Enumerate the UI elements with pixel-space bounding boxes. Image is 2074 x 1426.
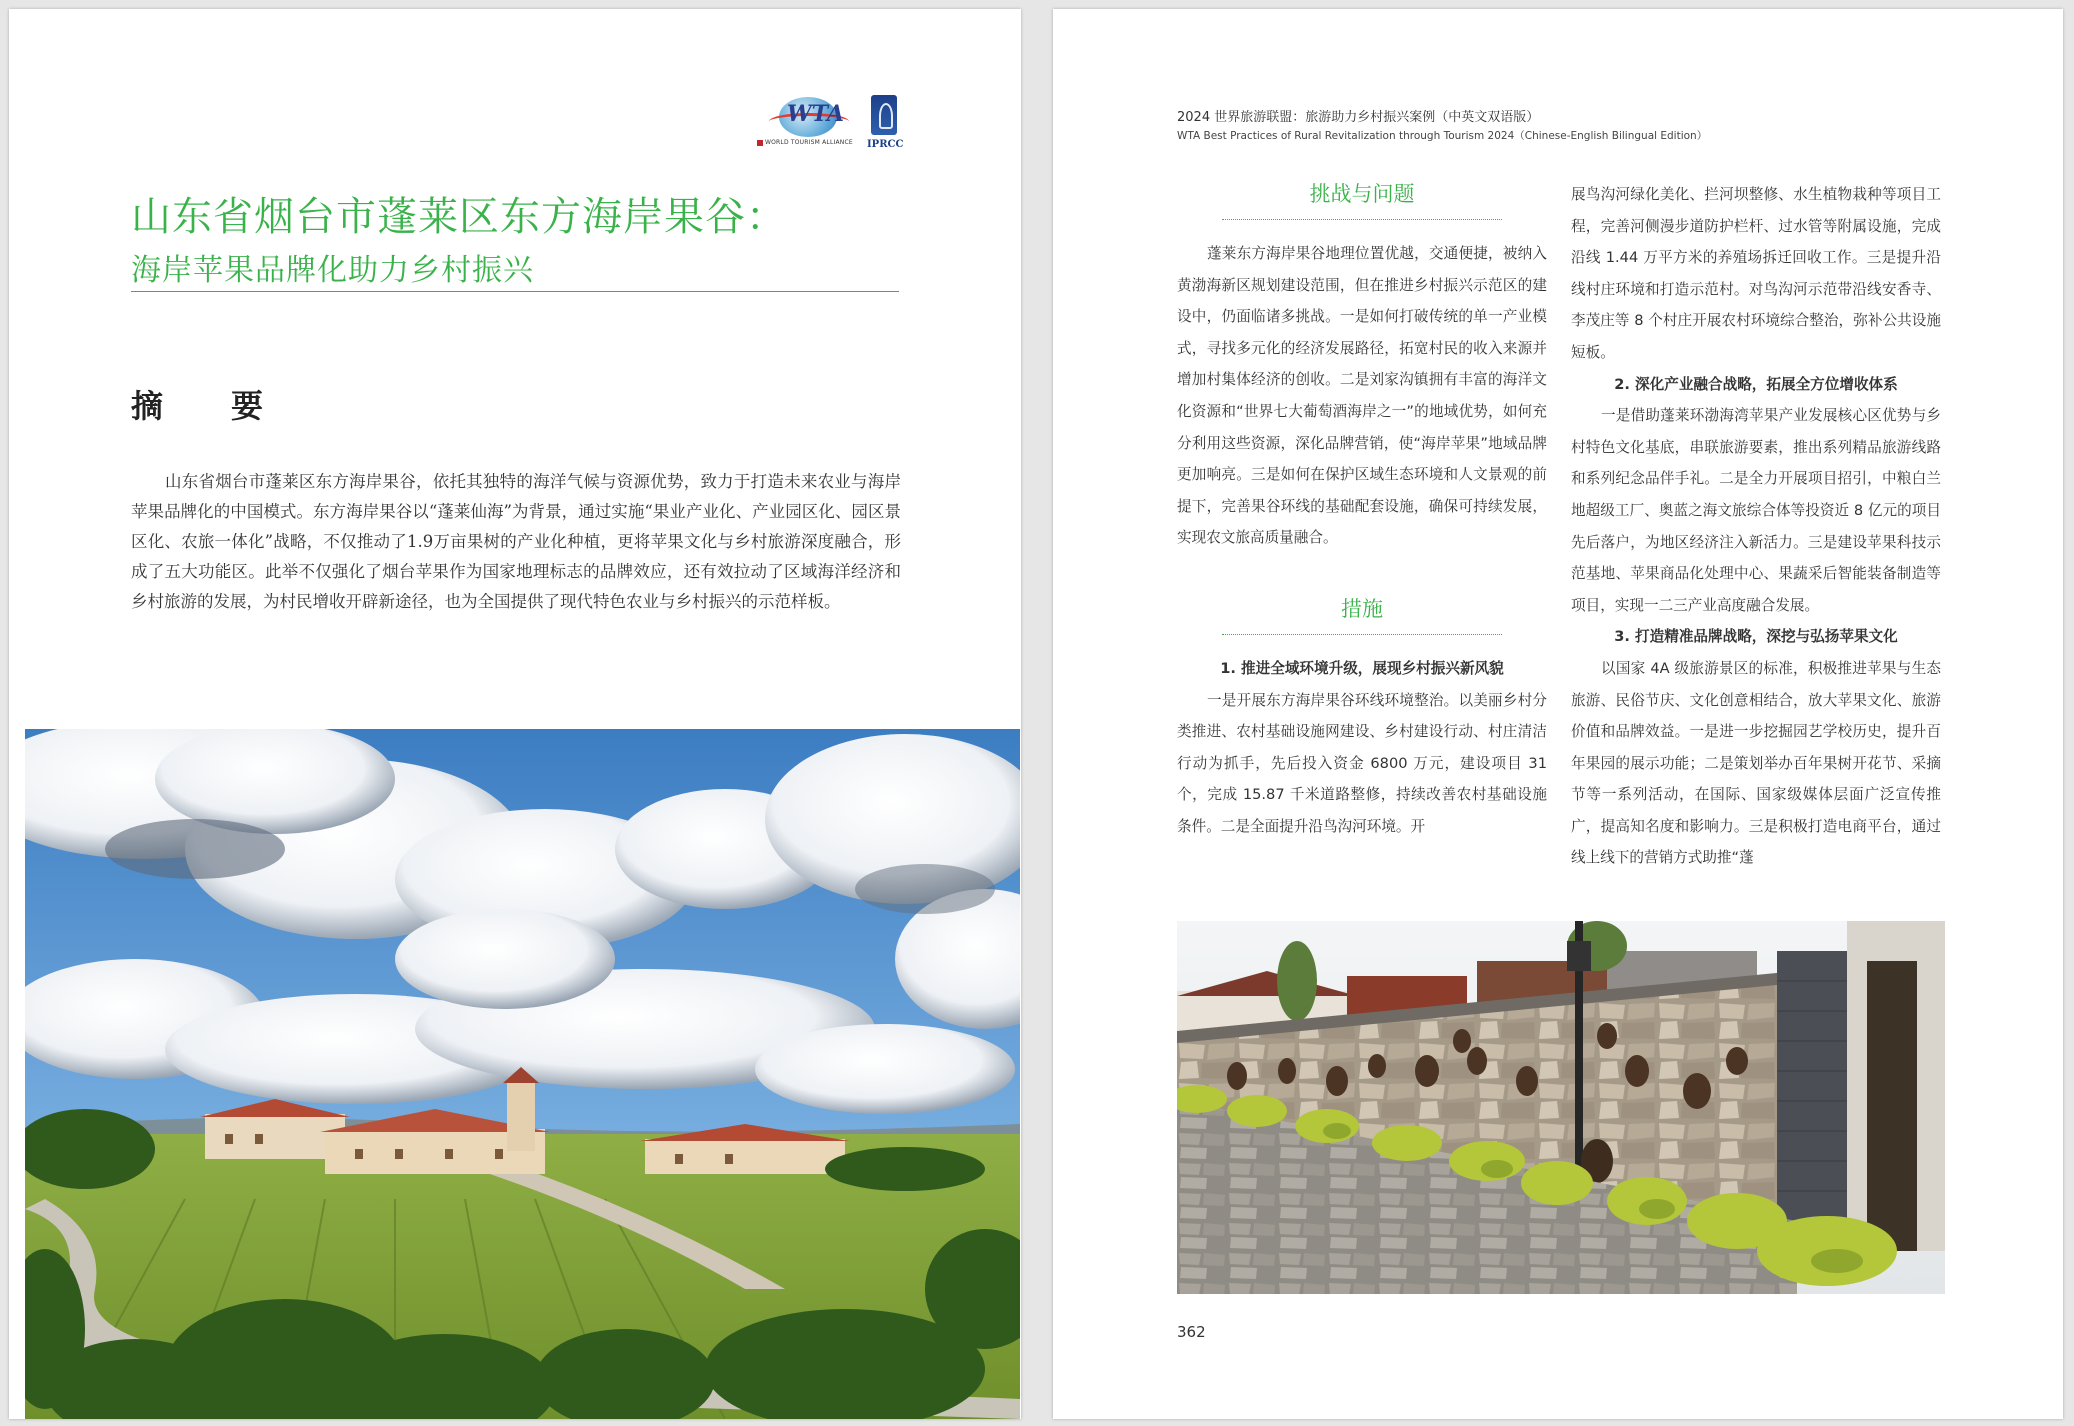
measure-2-body: 一是借助蓬莱环渤海湾苹果产业发展核心区优势与乡村特色文化基底，串联旅游要素，推出系列精品旅游线路和系列纪念品伴手礼。二是全力开展项目招引，中粮白兰地超级工厂、奥蓝之海文旅综合体等投资近 8 亿元的项目先后落户，为地区经济注入新活力。三是建设苹果科技示范基地、苹果商品化处理中心、果蔬采后智能装备制造等项目，实现一二三产业高度融合发展。 bbox=[1571, 407, 1941, 614]
wta-seal-icon bbox=[757, 140, 763, 146]
article-title: 山东省烟台市蓬莱区东方海岸果谷： bbox=[131, 194, 787, 240]
measure-1-heading: 1. 推进全域环境升级，展现乡村振兴新风貌 bbox=[1220, 659, 1504, 677]
text-column-right bbox=[1571, 179, 1941, 874]
running-head-english: WTA Best Practices of Rural Revitalization through Tourism 2024（Chinese-English Bilingual Edition） bbox=[1177, 130, 1708, 142]
abstract-heading: 摘 要 bbox=[131, 387, 282, 425]
page-number: 362 bbox=[1177, 1323, 1206, 1341]
title-divider bbox=[131, 291, 899, 292]
section-heading-measures: 措施 bbox=[1222, 594, 1502, 635]
abstract-body: 山东省烟台市蓬莱区东方海岸果谷，依托其独特的海洋气候与资源优势，致力于打造未来农业与海岸苹果品牌化的中国模式。东方海岸果谷以“蓬莱仙海”为背景，通过实施“果业产业化、产业园区化、园区景区化、农旅一体化”战略，不仅推动了1.9万亩果树的产业化种植，更将苹果文化与乡村旅游深度融合，形成了五大功能区。此举不仅强化了烟台苹果作为国家地理标志的品牌效应，还有效拉动了区域海洋经济和乡村旅游的发展，为村民增收开辟新途径，也为全国提供了现代特色农业与乡村振兴的示范样板。 bbox=[131, 472, 901, 611]
iprcc-logo bbox=[867, 95, 904, 151]
text-column-left bbox=[1177, 179, 1547, 843]
right-page bbox=[1053, 9, 2063, 1419]
wta-logo bbox=[757, 95, 857, 151]
iprcc-emblem-icon bbox=[871, 95, 897, 135]
iprcc-logo-text: IPRCC bbox=[867, 139, 904, 150]
stone-wall-photo bbox=[1177, 921, 1945, 1294]
winery-aerial-photo bbox=[25, 729, 1020, 1419]
wta-logo-subtitle: WORLD TOURISM ALLIANCE bbox=[757, 139, 857, 146]
section-heading-challenges: 挑战与问题 bbox=[1222, 179, 1502, 220]
challenges-body: 蓬莱东方海岸果谷地理位置优越，交通便捷，被纳入黄渤海新区规划建设范围，但在推进乡村振兴示范区的建设中，仍面临诸多挑战。一是如何打破传统的单一产业模式，寻找多元化的经济发展路径，拓宽村民的收入来源并增加村集体经济的创收。二是刘家沟镇拥有丰富的海洋文化资源和“世界七大葡萄酒海岸之一”的地域优势，如何充分利用这些资源，深化品牌营销，使“海岸苹果”地域品牌更加响亮。三是如何在保护区域生态环境和人文景观的前提下，完善果谷环线的基础配套设施，确保可持续发展，实现农文旅高质量融合。 bbox=[1177, 245, 1547, 547]
measure-3-heading: 3. 打造精准品牌战略，深挖与弘扬苹果文化 bbox=[1614, 628, 1898, 646]
wta-logo-text: WTA bbox=[787, 101, 844, 127]
measure-1-body: 一是开展东方海岸果谷环线环境整治。以美丽乡村分类推进、农村基础设施网建设、乡村建设行动、村庄清洁行动为抓手，先后投入资金 6800 万元，建设项目 31 个，完成 15.87 千米道路整修，持续改善农村基础设施条件。二是全面提升沿鸟沟河环境。开 bbox=[1177, 691, 1547, 835]
measure-3-body: 以国家 4A 级旅游景区的标准，积极推进苹果与生态旅游、民俗节庆、文化创意相结合，放大苹果文化、旅游价值和品牌效益。一是进一步挖掘园艺学校历史，提升百年果园的展示功能；二是策划举办百年果树开花节、采摘节等一系列活动，在国际、国家级媒体层面广泛宣传推广，提高知名度和影响力。三是积极打造电商平台，通过线上线下的营销方式助推“蓬 bbox=[1571, 659, 1941, 867]
measure-1-body-continued: 展鸟沟河绿化美化、拦河坝整修、水生植物栽种等项目工程，完善河侧漫步道防护栏杆、过水管等附属设施，完成沿线 1.44 万平方米的养殖场拆迁回收工作。三是提升沿线村庄环境和打造示范村。对鸟沟河示范带沿线安香寺、李茂庄等 8 个村庄开展农村环境综合整治，弥补公共设施短板。 bbox=[1571, 186, 1941, 361]
left-page bbox=[9, 9, 1021, 1419]
article-subtitle: 海岸苹果品牌化助力乡村振兴 bbox=[131, 253, 534, 288]
running-head bbox=[1177, 109, 1707, 145]
running-head-chinese: 2024 世界旅游联盟：旅游助力乡村振兴案例（中英文双语版） bbox=[1177, 110, 1540, 125]
measure-2-heading: 2. 深化产业融合战略，拓展全方位增收体系 bbox=[1614, 375, 1898, 393]
publisher-logos bbox=[757, 93, 904, 151]
